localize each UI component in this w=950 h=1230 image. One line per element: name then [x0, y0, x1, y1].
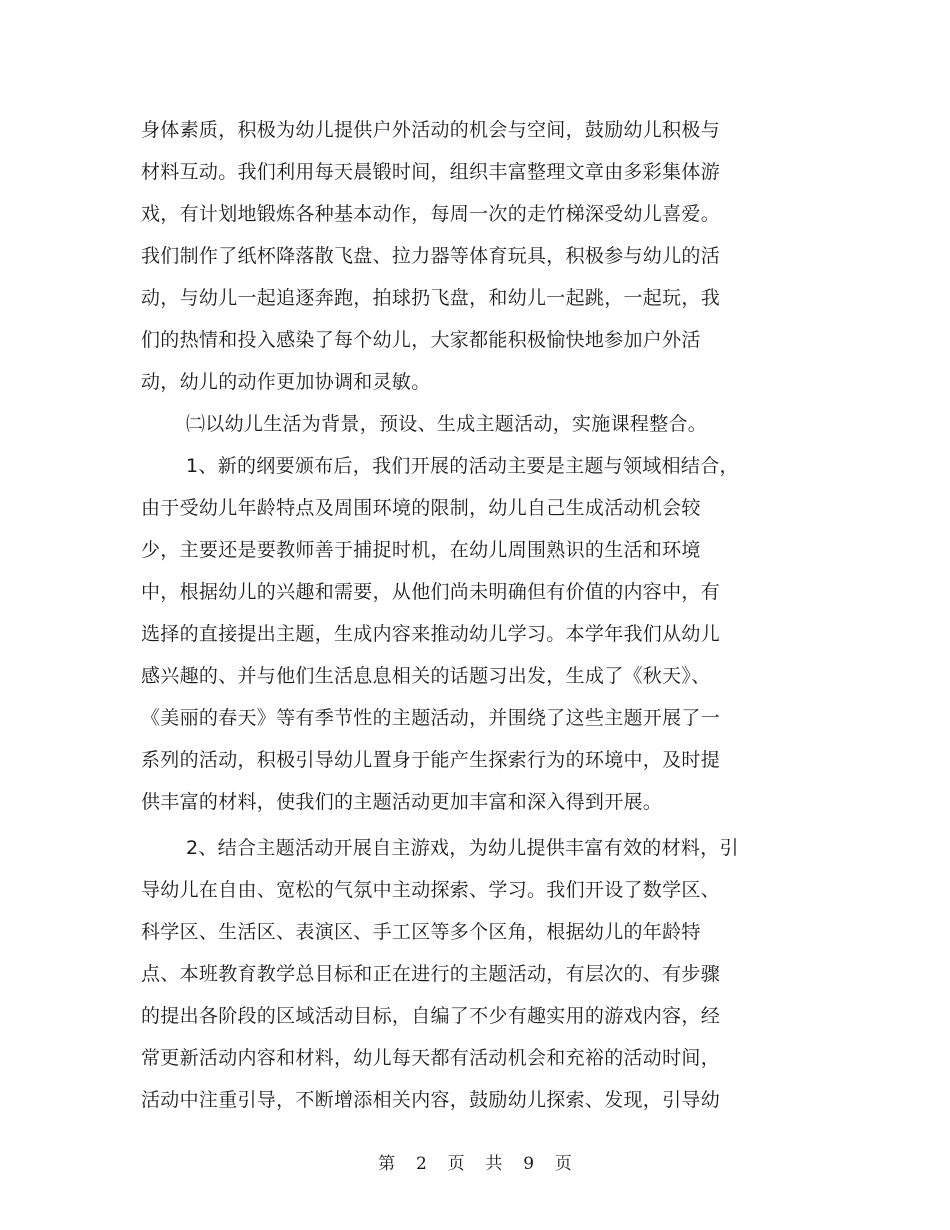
footer-prefix: 第 — [378, 1154, 396, 1174]
text-line: 动，幼儿的动作更加协调和灵敏。 — [141, 371, 431, 393]
text-line: 身体素质，积极为幼儿提供户外活动的机会与空间，鼓励幼儿积极与 — [141, 119, 721, 141]
text-line: 活动中注重引导，不断增添相关内容，鼓励幼儿探索、发现，引导幼 — [141, 1089, 721, 1111]
text-line: 中，根据幼儿的兴趣和需要，从他们尚未明确但有价值的内容中，有 — [141, 581, 721, 603]
text-line: 感兴趣的、并与他们生活息息相关的话题习出发，生成了《秋天》、 — [141, 665, 711, 687]
footer-total-pages: 9 — [523, 1154, 535, 1174]
text-line: 选择的直接提出主题，生成内容来推动幼儿学习。本学年我们从幼儿 — [141, 623, 721, 645]
footer-page-number: 2 — [415, 1154, 427, 1174]
text-line: 的提出各阶段的区域活动目标，自编了不少有趣实用的游戏内容，经 — [141, 1005, 721, 1027]
text-line: 科学区、生活区、表演区、手工区等多个区角，根据幼儿的年龄特 — [141, 921, 701, 943]
text-line: 戏，有计划地锻炼各种基本动作，每周一次的走竹梯深受幼儿喜爱。 — [141, 203, 721, 225]
page-footer — [0, 1153, 950, 1175]
footer-page-word: 页 — [447, 1154, 465, 1174]
text-line: 导幼儿在自由、宽松的气氛中主动探索、学习。我们开设了数学区、 — [141, 879, 721, 901]
text-line: 材料互动。我们利用每天晨锻时间，组织丰富整理文章由多彩集体游 — [141, 161, 721, 183]
footer-total-word: 共 — [485, 1154, 503, 1174]
text-line: 常更新活动内容和材料，幼儿每天都有活动机会和充裕的活动时间， — [141, 1047, 721, 1069]
text-line: 《美丽的春天》等有季节性的主题活动，并围绕了这些主题开展了一 — [141, 707, 721, 729]
section-heading: ㈡以幼儿生活为背景，预设、生成主题活动，实施课程整合。 — [186, 413, 708, 435]
text-line: 们的热情和投入感染了每个幼儿，大家都能积极愉快地参加户外活 — [141, 329, 701, 351]
text-line: 少，主要还是要教师善于捕捉时机，在幼儿周围熟识的生活和环境 — [141, 539, 701, 561]
footer-suffix: 页 — [554, 1154, 572, 1174]
text-line: 2、结合主题活动开展自主游戏，为幼儿提供丰富有效的材料，引 — [186, 837, 739, 859]
text-line: 点、本班教育教学总目标和正在进行的主题活动，有层次的、有步骤 — [141, 963, 721, 985]
text-line: 由于受幼儿年龄特点及周围环境的限制，幼儿自己生成活动机会较 — [141, 497, 701, 519]
text-line: 我们制作了纸杯降落散飞盘、拉力器等体育玩具，积极参与幼儿的活 — [141, 245, 721, 267]
text-line: 动，与幼儿一起追逐奔跑，拍球扔飞盘，和幼儿一起跳，一起玩，我 — [141, 287, 721, 309]
text-line: 1、新的纲要颁布后，我们开展的活动主要是主题与领域相结合， — [186, 455, 739, 477]
text-line: 供丰富的材料，使我们的主题活动更加丰富和深入得到开展。 — [141, 791, 663, 813]
text-line: 系列的活动，积极引导幼儿置身于能产生探索行为的环境中，及时提 — [141, 749, 721, 771]
